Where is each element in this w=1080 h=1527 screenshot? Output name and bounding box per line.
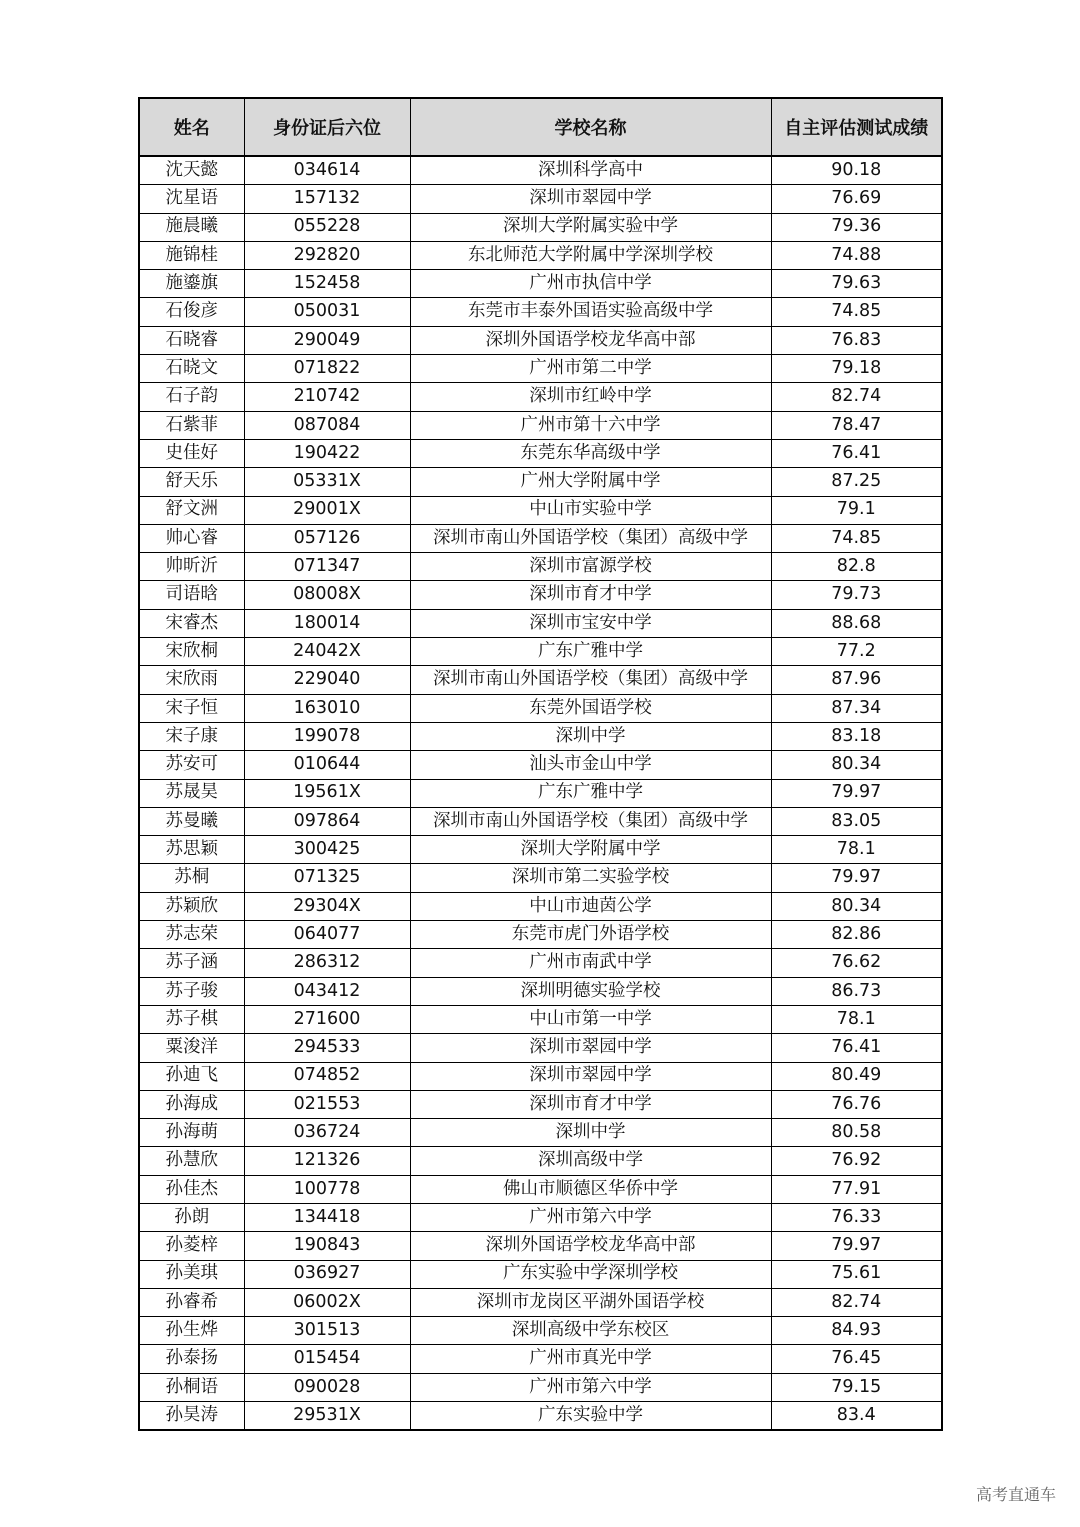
- cell-id-last-six: 071822: [244, 355, 410, 383]
- cell-school-name: 深圳中学: [410, 1119, 771, 1147]
- cell-name: 施鎏旗: [139, 270, 244, 298]
- cell-score: 87.96: [771, 666, 942, 694]
- table-row: [139, 355, 942, 383]
- cell-score: 76.41: [771, 439, 942, 467]
- cell-score: 82.74: [771, 383, 942, 411]
- cell-score: 76.45: [771, 1345, 942, 1373]
- cell-school-name: 深圳市第二实验学校: [410, 864, 771, 892]
- cell-name: 舒天乐: [139, 468, 244, 496]
- table-row: [139, 383, 942, 411]
- cell-school-name: 广东实验中学: [410, 1402, 771, 1431]
- cell-id-last-six: 064077: [244, 921, 410, 949]
- cell-id-last-six: 087084: [244, 411, 410, 439]
- table-row: [139, 779, 942, 807]
- cell-name: 宋睿杰: [139, 609, 244, 637]
- cell-score: 76.62: [771, 949, 942, 977]
- cell-score: 76.83: [771, 326, 942, 354]
- cell-school-name: 深圳市南山外国语学校（集团）高级中学: [410, 524, 771, 552]
- cell-school-name: 深圳市富源学校: [410, 553, 771, 581]
- cell-id-last-six: 050031: [244, 298, 410, 326]
- cell-school-name: 深圳高级中学东校区: [410, 1317, 771, 1345]
- cell-score: 87.34: [771, 694, 942, 722]
- cell-school-name: 汕头市金山中学: [410, 751, 771, 779]
- table-row: [139, 553, 942, 581]
- cell-id-last-six: 229040: [244, 666, 410, 694]
- cell-id-last-six: 29304X: [244, 892, 410, 920]
- cell-school-name: 广州市第六中学: [410, 1203, 771, 1231]
- cell-score: 76.41: [771, 1034, 942, 1062]
- cell-score: 83.4: [771, 1402, 942, 1431]
- cell-name: 宋欣雨: [139, 666, 244, 694]
- cell-id-last-six: 29001X: [244, 496, 410, 524]
- cell-name: 孙菱梓: [139, 1232, 244, 1260]
- cell-school-name: 深圳市南山外国语学校（集团）高级中学: [410, 807, 771, 835]
- cell-school-name: 深圳市南山外国语学校（集团）高级中学: [410, 666, 771, 694]
- cell-name: 石晓睿: [139, 326, 244, 354]
- cell-id-last-six: 071325: [244, 864, 410, 892]
- cell-id-last-six: 271600: [244, 1005, 410, 1033]
- table-row: [139, 298, 942, 326]
- cell-id-last-six: 05331X: [244, 468, 410, 496]
- table-row: [139, 270, 942, 298]
- table-header-row: [139, 98, 942, 156]
- cell-name: 粟浚洋: [139, 1034, 244, 1062]
- cell-score: 77.91: [771, 1175, 942, 1203]
- cell-id-last-six: 180014: [244, 609, 410, 637]
- cell-id-last-six: 074852: [244, 1062, 410, 1090]
- cell-score: 79.36: [771, 213, 942, 241]
- cell-score: 79.97: [771, 864, 942, 892]
- table-row: [139, 921, 942, 949]
- cell-id-last-six: 300425: [244, 836, 410, 864]
- table-row: [139, 807, 942, 835]
- cell-school-name: 东莞市虎门外语学校: [410, 921, 771, 949]
- table-row: [139, 1090, 942, 1118]
- cell-id-last-six: 163010: [244, 694, 410, 722]
- table-row: [139, 638, 942, 666]
- cell-name: 宋子康: [139, 722, 244, 750]
- cell-name: 孙美琪: [139, 1260, 244, 1288]
- cell-school-name: 深圳市翠园中学: [410, 1062, 771, 1090]
- cell-score: 82.86: [771, 921, 942, 949]
- cell-score: 75.61: [771, 1260, 942, 1288]
- cell-score: 79.1: [771, 496, 942, 524]
- table-row: [139, 1119, 942, 1147]
- table-row: [139, 496, 942, 524]
- cell-school-name: 东北师范大学附属中学深圳学校: [410, 241, 771, 269]
- watermark: 高考直通车: [975, 1485, 1056, 1504]
- cell-name: 施晨曦: [139, 213, 244, 241]
- table-row: [139, 439, 942, 467]
- cell-id-last-six: 294533: [244, 1034, 410, 1062]
- cell-school-name: 广州市第六中学: [410, 1373, 771, 1401]
- header-name: 姓名: [139, 98, 244, 156]
- cell-id-last-six: 010644: [244, 751, 410, 779]
- cell-id-last-six: 057126: [244, 524, 410, 552]
- table-row: [139, 609, 942, 637]
- cell-school-name: 深圳科学高中: [410, 156, 771, 185]
- cell-score: 83.05: [771, 807, 942, 835]
- cell-score: 76.33: [771, 1203, 942, 1231]
- cell-id-last-six: 036724: [244, 1119, 410, 1147]
- cell-score: 78.47: [771, 411, 942, 439]
- cell-school-name: 中山市迪茵公学: [410, 892, 771, 920]
- cell-id-last-six: 034614: [244, 156, 410, 185]
- cell-name: 苏子涵: [139, 949, 244, 977]
- table-row: [139, 156, 942, 185]
- cell-school-name: 深圳大学附属中学: [410, 836, 771, 864]
- table-row: [139, 1288, 942, 1316]
- cell-name: 孙泰扬: [139, 1345, 244, 1373]
- cell-score: 79.63: [771, 270, 942, 298]
- cell-score: 77.2: [771, 638, 942, 666]
- cell-id-last-six: 301513: [244, 1317, 410, 1345]
- cell-name: 石晓文: [139, 355, 244, 383]
- cell-id-last-six: 071347: [244, 553, 410, 581]
- cell-name: 孙佳杰: [139, 1175, 244, 1203]
- cell-score: 88.68: [771, 609, 942, 637]
- table-row: [139, 1175, 942, 1203]
- cell-school-name: 深圳市翠园中学: [410, 185, 771, 213]
- cell-name: 宋子恒: [139, 694, 244, 722]
- cell-school-name: 东莞市丰泰外国语实验高级中学: [410, 298, 771, 326]
- cell-id-last-six: 08008X: [244, 581, 410, 609]
- table-row: [139, 977, 942, 1005]
- cell-school-name: 深圳中学: [410, 722, 771, 750]
- cell-school-name: 深圳大学附属实验中学: [410, 213, 771, 241]
- cell-name: 沈天懿: [139, 156, 244, 185]
- table-body: [139, 156, 942, 1430]
- table-row: [139, 524, 942, 552]
- cell-name: 帅昕沂: [139, 553, 244, 581]
- cell-name: 孙海萌: [139, 1119, 244, 1147]
- cell-school-name: 广州市第十六中学: [410, 411, 771, 439]
- cell-score: 82.8: [771, 553, 942, 581]
- cell-id-last-six: 134418: [244, 1203, 410, 1231]
- cell-school-name: 东莞外国语学校: [410, 694, 771, 722]
- table-row: [139, 1232, 942, 1260]
- cell-score: 74.88: [771, 241, 942, 269]
- cell-school-name: 深圳市翠园中学: [410, 1034, 771, 1062]
- table-row: [139, 581, 942, 609]
- table-row: [139, 1402, 942, 1431]
- cell-id-last-six: 286312: [244, 949, 410, 977]
- cell-name: 孙慧欣: [139, 1147, 244, 1175]
- table-row: [139, 1260, 942, 1288]
- cell-id-last-six: 292820: [244, 241, 410, 269]
- table-row: [139, 949, 942, 977]
- cell-id-last-six: 021553: [244, 1090, 410, 1118]
- cell-id-last-six: 100778: [244, 1175, 410, 1203]
- table-row: [139, 1203, 942, 1231]
- table-row: [139, 751, 942, 779]
- cell-school-name: 深圳市育才中学: [410, 1090, 771, 1118]
- cell-name: 史佳好: [139, 439, 244, 467]
- table-row: [139, 1147, 942, 1175]
- cell-name: 施锦桂: [139, 241, 244, 269]
- cell-score: 76.69: [771, 185, 942, 213]
- table-row: [139, 1062, 942, 1090]
- cell-name: 沈星语: [139, 185, 244, 213]
- header-score: 自主评估测试成绩: [771, 98, 942, 156]
- cell-score: 79.97: [771, 1232, 942, 1260]
- cell-score: 78.1: [771, 836, 942, 864]
- cell-school-name: 广州市第二中学: [410, 355, 771, 383]
- cell-score: 87.25: [771, 468, 942, 496]
- table-row: [139, 326, 942, 354]
- cell-score: 78.1: [771, 1005, 942, 1033]
- cell-name: 孙昊涛: [139, 1402, 244, 1431]
- header-id-last-six: 身份证后六位: [244, 98, 410, 156]
- cell-id-last-six: 290049: [244, 326, 410, 354]
- table-row: [139, 694, 942, 722]
- cell-name: 孙生烨: [139, 1317, 244, 1345]
- cell-score: 82.74: [771, 1288, 942, 1316]
- cell-score: 83.18: [771, 722, 942, 750]
- cell-name: 舒文洲: [139, 496, 244, 524]
- cell-id-last-six: 190843: [244, 1232, 410, 1260]
- cell-id-last-six: 06002X: [244, 1288, 410, 1316]
- cell-name: 苏子骏: [139, 977, 244, 1005]
- cell-id-last-six: 097864: [244, 807, 410, 835]
- table-row: [139, 213, 942, 241]
- cell-name: 孙睿希: [139, 1288, 244, 1316]
- cell-school-name: 中山市实验中学: [410, 496, 771, 524]
- cell-name: 苏曼曦: [139, 807, 244, 835]
- cell-score: 84.93: [771, 1317, 942, 1345]
- header-school-name: 学校名称: [410, 98, 771, 156]
- table-row: [139, 1345, 942, 1373]
- cell-school-name: 东莞东华高级中学: [410, 439, 771, 467]
- cell-school-name: 广东广雅中学: [410, 638, 771, 666]
- cell-name: 苏思颖: [139, 836, 244, 864]
- table-row: [139, 241, 942, 269]
- cell-score: 79.15: [771, 1373, 942, 1401]
- cell-name: 苏志荣: [139, 921, 244, 949]
- table-row: [139, 666, 942, 694]
- table-row: [139, 185, 942, 213]
- results-table: [138, 97, 943, 1431]
- table-row: [139, 1005, 942, 1033]
- cell-score: 80.58: [771, 1119, 942, 1147]
- cell-id-last-six: 055228: [244, 213, 410, 241]
- cell-school-name: 广州市执信中学: [410, 270, 771, 298]
- cell-id-last-six: 19561X: [244, 779, 410, 807]
- cell-school-name: 佛山市顺德区华侨中学: [410, 1175, 771, 1203]
- table-row: [139, 836, 942, 864]
- cell-score: 79.73: [771, 581, 942, 609]
- table-row: [139, 864, 942, 892]
- cell-school-name: 广州大学附属中学: [410, 468, 771, 496]
- cell-name: 司语晗: [139, 581, 244, 609]
- table-row: [139, 468, 942, 496]
- cell-name: 苏子棋: [139, 1005, 244, 1033]
- cell-id-last-six: 043412: [244, 977, 410, 1005]
- cell-score: 79.97: [771, 779, 942, 807]
- cell-id-last-six: 121326: [244, 1147, 410, 1175]
- cell-score: 90.18: [771, 156, 942, 185]
- cell-school-name: 深圳外国语学校龙华高中部: [410, 1232, 771, 1260]
- table-row: [139, 1317, 942, 1345]
- cell-score: 80.34: [771, 892, 942, 920]
- cell-school-name: 深圳市红岭中学: [410, 383, 771, 411]
- cell-score: 79.18: [771, 355, 942, 383]
- table-row: [139, 1034, 942, 1062]
- cell-id-last-six: 199078: [244, 722, 410, 750]
- cell-school-name: 深圳高级中学: [410, 1147, 771, 1175]
- cell-id-last-six: 036927: [244, 1260, 410, 1288]
- cell-name: 苏安可: [139, 751, 244, 779]
- cell-id-last-six: 090028: [244, 1373, 410, 1401]
- cell-name: 苏颖欣: [139, 892, 244, 920]
- cell-school-name: 广东实验中学深圳学校: [410, 1260, 771, 1288]
- cell-name: 孙迪飞: [139, 1062, 244, 1090]
- cell-name: 石子韵: [139, 383, 244, 411]
- cell-score: 76.92: [771, 1147, 942, 1175]
- table-row: [139, 722, 942, 750]
- cell-name: 帅心睿: [139, 524, 244, 552]
- cell-score: 74.85: [771, 298, 942, 326]
- cell-school-name: 深圳市育才中学: [410, 581, 771, 609]
- cell-id-last-six: 190422: [244, 439, 410, 467]
- cell-score: 86.73: [771, 977, 942, 1005]
- cell-score: 74.85: [771, 524, 942, 552]
- table-row: [139, 1373, 942, 1401]
- cell-id-last-six: 152458: [244, 270, 410, 298]
- cell-name: 苏桐: [139, 864, 244, 892]
- table-row: [139, 411, 942, 439]
- cell-school-name: 中山市第一中学: [410, 1005, 771, 1033]
- cell-id-last-six: 015454: [244, 1345, 410, 1373]
- cell-school-name: 深圳市龙岗区平湖外国语学校: [410, 1288, 771, 1316]
- cell-score: 76.76: [771, 1090, 942, 1118]
- cell-school-name: 深圳外国语学校龙华高中部: [410, 326, 771, 354]
- cell-name: 宋欣桐: [139, 638, 244, 666]
- cell-name: 石俊彦: [139, 298, 244, 326]
- cell-school-name: 广州市真光中学: [410, 1345, 771, 1373]
- table-row: [139, 892, 942, 920]
- cell-name: 石紫菲: [139, 411, 244, 439]
- cell-id-last-six: 157132: [244, 185, 410, 213]
- cell-school-name: 深圳明德实验学校: [410, 977, 771, 1005]
- cell-score: 80.49: [771, 1062, 942, 1090]
- cell-school-name: 深圳市宝安中学: [410, 609, 771, 637]
- cell-id-last-six: 29531X: [244, 1402, 410, 1431]
- cell-id-last-six: 210742: [244, 383, 410, 411]
- cell-score: 80.34: [771, 751, 942, 779]
- cell-id-last-six: 24042X: [244, 638, 410, 666]
- cell-name: 孙海成: [139, 1090, 244, 1118]
- cell-school-name: 广东广雅中学: [410, 779, 771, 807]
- cell-name: 苏晟昊: [139, 779, 244, 807]
- cell-name: 孙桐语: [139, 1373, 244, 1401]
- cell-name: 孙朗: [139, 1203, 244, 1231]
- cell-school-name: 广州市南武中学: [410, 949, 771, 977]
